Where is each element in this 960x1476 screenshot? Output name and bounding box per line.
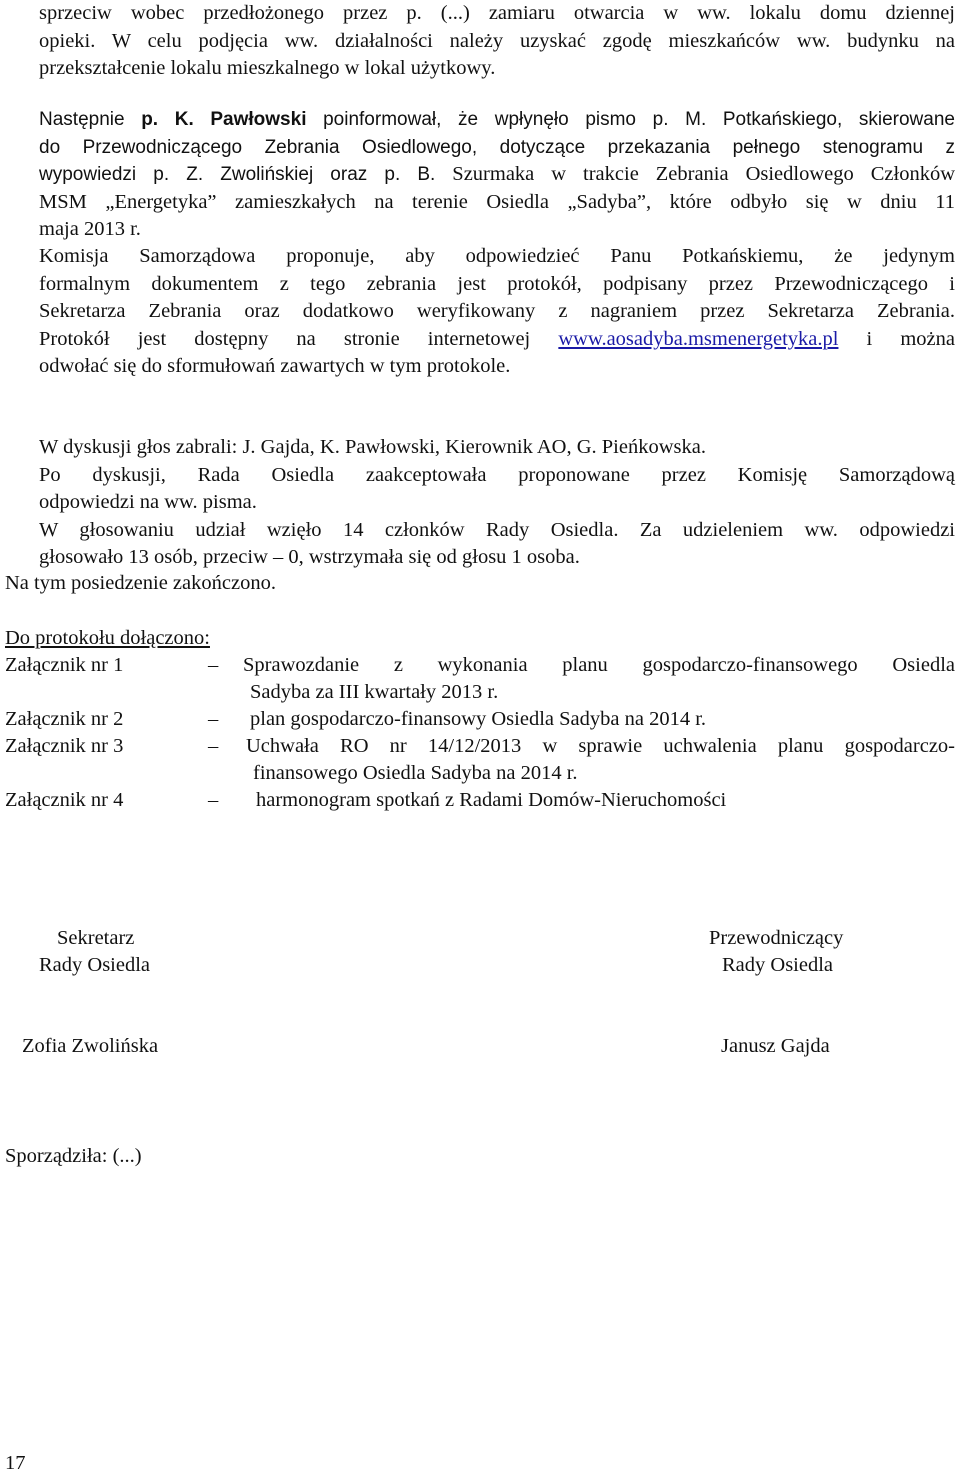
paragraph-pawlowski-line4: MSM „Energetyka” zamieszkałych na terenie Osiedla „Sadyba”, które odbyło się w dniu 11 [39,190,955,213]
page-number: 17 [5,1452,26,1474]
line4-post: i można [838,327,956,350]
line4-pre: Protokół jest dostępny na stronie internetowej [39,327,559,350]
paragraph-top-line2: opieki. W celu podjęcia ww. działalności należy uzyskać zgodę mieszkańców ww. budynku na [39,29,955,52]
line3-sans-part: wypowiedzi p. Z. Zwolińskiej oraz p. B. [39,164,436,185]
discussion-line5: głosowało 13 osób, przeciw – 0, wstrzymała się od głosu 1 osoba. [39,546,580,568]
signature-right-role1: Przewodniczący [709,927,844,949]
discussion-line2: Po dyskusji, Rada Osiedla zaakceptowała proponowane przez Komisję Samorządową [39,463,955,486]
line3-serif-part: Szurmaka w trakcie Zebrania Osiedlowego Członków [435,163,955,185]
paragraph-top-line3: przekształcenie lokalu mieszkalnego w lokal użytkowy. [39,57,496,79]
paragraph-pawlowski-line5: maja 2013 r. [39,218,141,240]
prepared-by: Sporządziła: (...) [5,1145,142,1167]
attachment-3-label: Załącznik nr 3 [5,735,124,757]
paragraph-top [39,0,955,83]
discussion-line1: W dyskusji głos zabrali: J. Gajda, K. Pawłowski, Kierownik AO, G. Pieńkowska. [39,436,706,458]
attachment-1-dash: – [208,654,219,676]
paragraph-komisja-line1: Komisja Samorządowa proponuje, aby odpowiedzieć Panu Potkańskiemu, że jedynym [39,245,955,267]
signature-right-name: Janusz Gajda [721,1035,830,1057]
paragraph-discussion [39,434,955,572]
attachment-1-line1: Sprawozdanie z wykonania planu gospodarczo-finansowego Osiedla [243,654,955,676]
closing-text: Na tym posiedzenie zakończono. [5,572,276,594]
discussion-line4: W głosowaniu udział wzięło 14 członków Rady Osiedla. Za udzieleniem ww. odpowiedzi [39,518,955,541]
paragraph-pawlowski-line2: do Przewodniczącego Zebrania Osiedlowego, dotyczące przekazania pełnego stenogramu z [39,136,955,158]
attachment-3-dash: – [208,735,219,757]
speaker-name: p. K. Pawłowski [141,109,307,130]
attachment-1-label: Załącznik nr 1 [5,654,124,676]
attachment-1-line2: Sadyba za III kwartały 2013 r. [250,681,499,703]
lead-word: Następnie [39,109,142,130]
signature-left-name: Zofia Zwolińska [22,1035,159,1057]
attachment-2-dash: – [208,708,219,730]
website-link[interactable]: www.aosadyba.msmenergetyka.pl [558,327,839,350]
attachment-4-label: Załącznik nr 4 [5,789,124,811]
signature-left-role1: Sekretarz [57,927,135,949]
paragraph-pawlowski-line1 [39,106,955,134]
paragraph-komisja-line3: Sekretarza Zebrania oraz dodatkowo weryfikowany z nagraniem przez Sekretarza Zebrania. [39,300,955,322]
paragraph-komisja-line2: formalnym dokumentem z tego zebrania jest protokół, podpisany przez Przewodniczącego i [39,272,955,295]
paragraph-komisja-line5: odwołać się do sformułowań zawartych w tym protokole. [39,355,511,377]
signature-left-role2: Rady Osiedla [39,954,151,976]
discussion-line3: odpowiedzi na ww. pisma. [39,491,257,513]
attachment-4-line1: harmonogram spotkań z Radami Domów-Nieruchomości [256,789,727,811]
paragraph-top-line1: sprzeciw wobec przedłożonego przez p. (...) zamiaru otwarcia w ww. lokalu domu dziennej [39,2,955,24]
attachment-2-label: Załącznik nr 2 [5,708,124,730]
paragraph-komisja [39,243,955,381]
paragraph-pawlowski-serif [39,161,955,244]
attachment-4-dash: – [208,789,219,811]
attachment-3-line2: finansowego Osiedla Sadyba na 2014 r. [253,762,578,784]
paragraph-pawlowski-line3 [39,161,955,189]
attachments-heading: Do protokołu dołączono: [5,627,210,649]
attachment-3-line1: Uchwała RO nr 14/12/2013 w sprawie uchwalenia planu gospodarczo- [246,735,955,757]
paragraph-komisja-line4 [39,326,955,354]
paragraph-pawlowski [39,106,955,161]
line1-rest: poinformował, że wpłynęło pismo p. M. Potkańskiego, skierowane [306,109,955,130]
signature-right-role2: Rady Osiedla [722,954,834,976]
attachment-2-line1: plan gospodarczo-finansowy Osiedla Sadyba na 2014 r. [250,708,707,730]
